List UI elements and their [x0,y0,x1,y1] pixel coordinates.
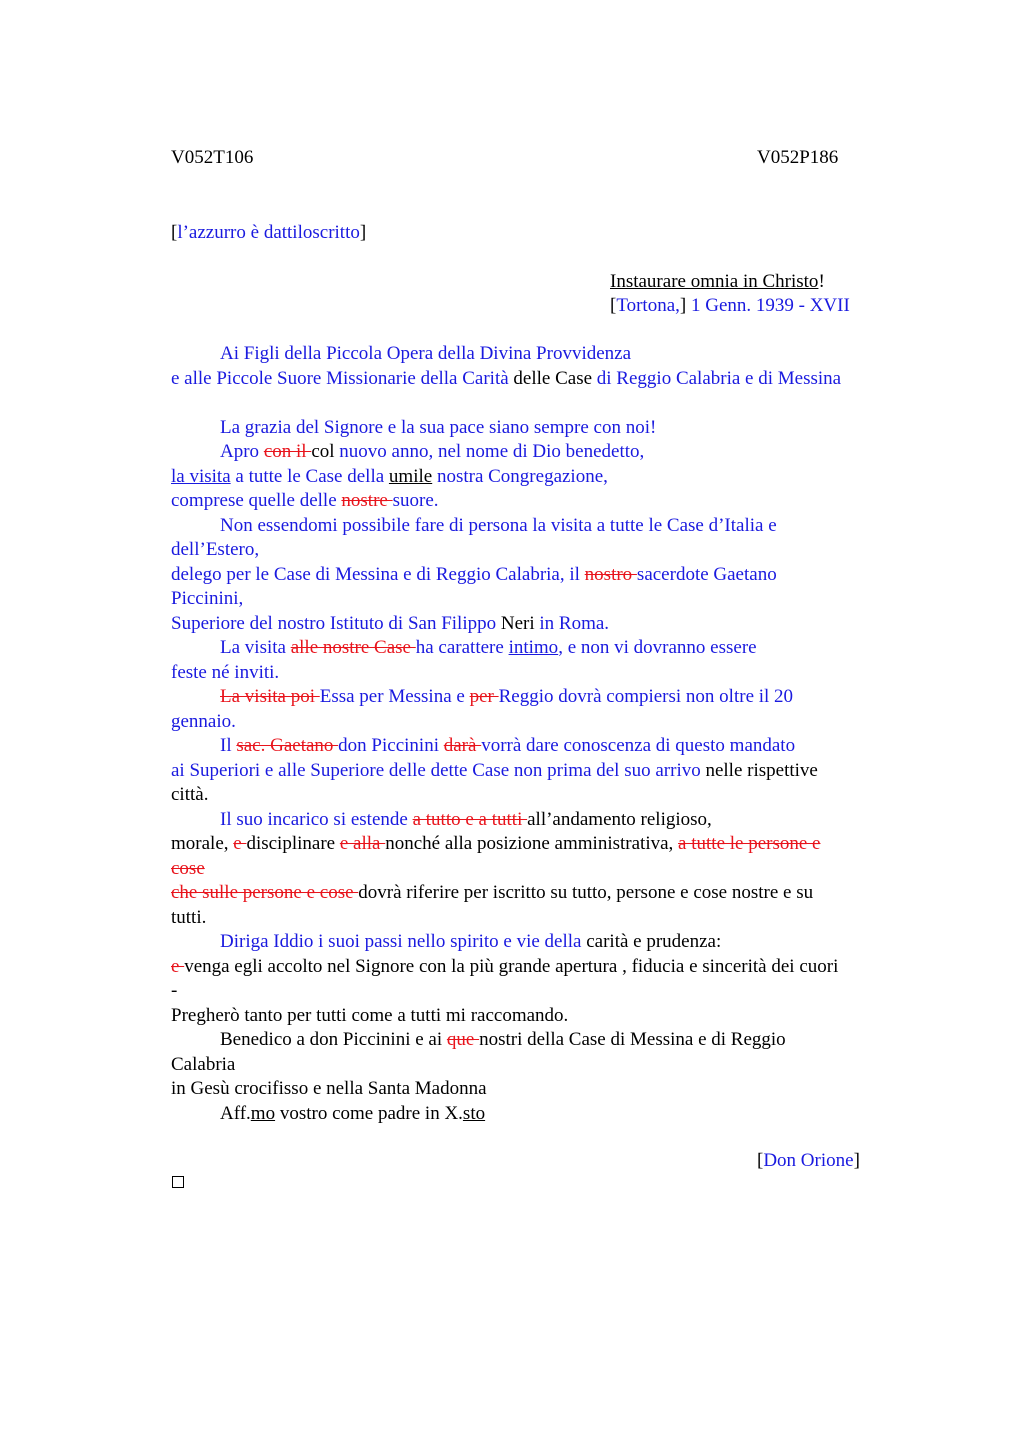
delegation-line-2: dell’Estero, [171,539,260,560]
benediction-line-1: Benedico a don Piccinini e ai que nostri della Case di Messina e di Reggio [220,1029,786,1050]
closing-line: Aff.mo vostro come padre in X.sto [220,1102,486,1124]
delegation-line-5: Superiore del nostro Istituto di San Filippo Neri in Roma. [171,612,610,634]
paragraph-opening-line: Apro con il col nuovo anno, nel nome di Dio benedetto, [220,441,645,462]
addressee-line-2: e alle Piccole Suore Missionarie della Carità delle Case di Reggio Calabria e di Messina [171,367,842,389]
signature: [Don Orione] [757,1150,860,1171]
left-code: V052T106 [171,147,254,168]
blessing-line-3: - [171,980,178,1001]
addressee-line-1: Ai Figli della Piccola Opera della Divina Provvidenza [220,343,632,364]
right-code: V052P186 [757,147,839,168]
mandate-line-1: Il sac. Gaetano don Piccinini darà vorrà dare conoscenza di questo mandato [220,735,796,756]
blessing-line-1: Diriga Iddio i suoi passi nello spirito e vie della carità e prudenza: [220,931,722,952]
prayer-line: Pregherò tanto per tutti come a tutti mi raccomando. [171,1004,569,1026]
task-line-3: cose [171,857,205,879]
letter-body [171,342,906,1126]
intimate-visit-line-1: La visita alle nostre Case ha carattere intimo, e non vi dovranno essere [220,637,757,658]
deadline-line-2: gennaio. [171,710,236,732]
benediction-line-2: Calabria [171,1053,236,1075]
checkbox-square-icon [172,1176,184,1188]
greeting: La grazia del Signore e la sua pace siano sempre con noi! [220,416,657,438]
deadline-line-1: La visita poi Essa per Messina e per Reggio dovrà compiersi non oltre il 20 [220,686,794,707]
task-line-5: tutti. [171,906,207,928]
task-line-2: morale, e disciplinare e alla nonché alla posizione amministrativa, a tutte le persone e [171,833,821,854]
motto: Instaurare omnia in Christo! [610,271,825,292]
benediction-line-3: in Gesù crocifisso e nella Santa Madonna [171,1078,487,1099]
place-date: [Tortona,] 1 Genn. 1939 - XVII [610,295,850,316]
paragraph-visit-line: la visita a tutte le Case della umile nostra Congregazione, [171,465,608,487]
mandate-line-3: città. [171,784,209,805]
delegation-line-3: delego per le Case di Messina e di Reggio Calabria, il nostro sacerdote Gaetano [171,563,777,585]
blessing-line-2: e venga egli accolto nel Signore con la più grande apertura , fiducia e sincerità dei cuori [171,955,839,977]
paragraph-sisters-line: comprese quelle delle nostre suore. [171,490,439,511]
delegation-line-1: Non essendomi possibile fare di persona la visita a tutte le Case d’Italia e [220,514,777,536]
editorial-note: [l’azzurro è dattiloscritto] [171,222,367,243]
task-line-1: Il suo incarico si estende a tutto e a tutti all’andamento religioso, [220,808,712,830]
task-line-4: che sulle persone e cose dovrà riferire per iscritto su tutto, persone e cose nostre e su [171,882,814,903]
delegation-line-4: Piccinini, [171,588,244,609]
intimate-visit-line-2: feste né inviti. [171,661,280,683]
mandate-line-2: ai Superiori e alle Superiore delle dette Case non prima del suo arrivo nelle rispettive [171,759,818,781]
